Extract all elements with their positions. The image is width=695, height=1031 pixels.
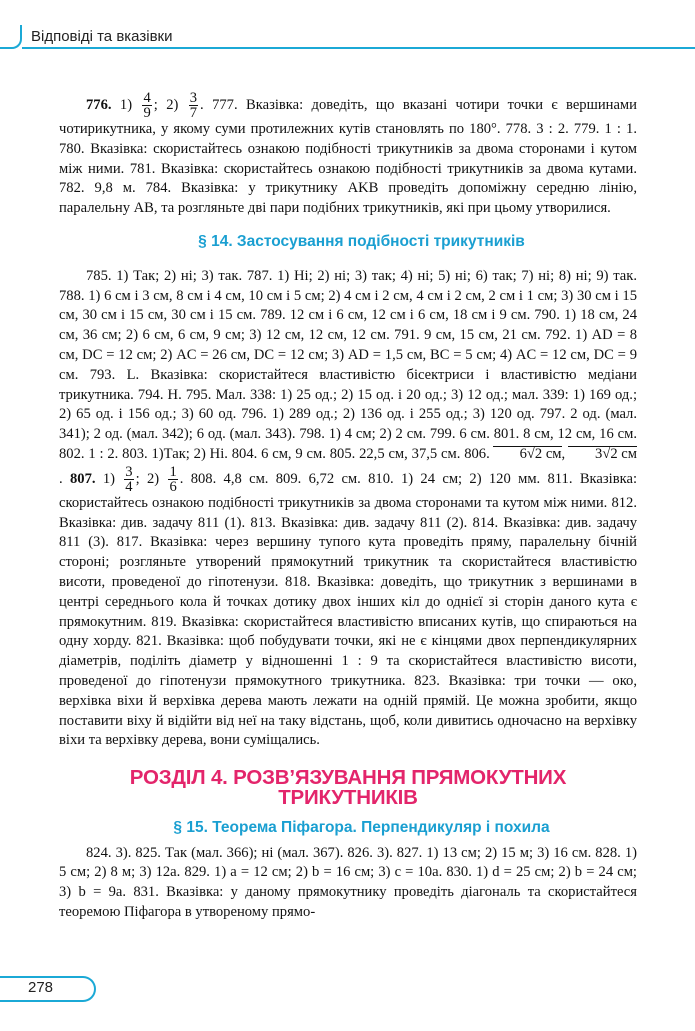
answers-block-2: 785. 1) Так; 2) ні; 3) так. 787. 1) Ні; 2) ні; 3) так; 4) ні; 5) ні; 6) так; 7) ні; 8) ні; 9) так. 788. 1) 6 см і 3 см, 8 см і 4 см, 10 см і 5 см; 2) 4 см і 2 см, 4 см і 2 см, 2 см і 1 см; 3) 30 см і 15 см, 30 см і 15 см, 30 см і 15 см. 789. 12 см і 6 см, 12 см і 6 см, 18 см і 9 см. 790. 1) 18 см, 24 см, 36 см; 2) 6 см, 6 см, 9 см; 3) 12 см, 12 см, 12 см. 791. 9 см, 15 см, 21 см. 792. 1) AD = 8 см, DC = 12 см; 2) AC = 26 см, DC = 12 см; 3) AD = 1,5 см, BC = 5 см; 4) AC = 12 см, DC = 9 см. 793. L. Вказівка: скористайтеся властивістю бісектриси і властивістю медіани трикутника. 794. H. 795. Мал. 338: 1) 25 од.; 2) 15 од. і 20 од.; 3) 12 од.; мал. 339: 1) 169 од.; 2) 65 од. і 156 од.; 3) 60 од. 796. 1) 289 од.; 2) 136 од. і 255 од.; 3) 120 од. 797. 2 од. (мал. 341); 2 од. (мал. 342); 6 од. (мал. 343). 798. 1) 4 см; 2) 2 см. 799. 6 см. 801. 8 см, 12 см, 16 см. 802. 1 : 2. 803. 1)Так; 2) Ні. 804. 6 см, 9 см. 805. 22,5 см, 37,5 см. 806. 6√2 см, 3√2 см. 807. 1) $\frac{3}{4}$ ; 2) $\frac{1}{6}$ . 808. 4,8 см. 809. 6,72 см. 810. 1) 24 см; 2) 120 мм. 811. Вказівка: скористайтесь ознакою подібності трикутників за двома сторонами та кутом між ними. 812. Вказівка: див. задачу 811 (1). 813. Вказівка: див. задачу 811 (2). 814. Вказівка: див. задачу 811 (3). 817. Вказівка: через вершину тупого кута проведіть пряму, паралельну бічній стороні; розгляньте утворений прямокутний трикутник та скористайтеся властивістю висоти, проведеної до гіпотенузи. 818. Вказівка: доведіть, що трикутник з вершинами в центрі середнього кола й точках дотику двох інших кіл до однієї зі сторін даного кута є прямокутним. 819. Вказівка: скористайтеся властивістю вписаних кутів, що спираються на одну хорду. 821. Вказівка: щоб побудувати точки, які не є кінцями двох перпендикулярних діаметрів, поділіть діаметр у відношенні 1 : 9 та скористайтеся властивістю висоти, проведеної до гіпотенузи прямокутного трикутника. 823. Вказівка: три точки — око, верхівка віхи й верхівка дерева мають лежати на одній прямій. Це можна зробити, якщо поставити віху й відійти від неї на таку відстань, щоб, коли дивитись одночасно на верхівку віхи та верхівку дерева, вони суміщались. [59,267,638,749]
page-footer [0,976,100,1002]
fraction-1-6: $\frac{1}{6}$ [169,463,177,495]
page-number: 278 [28,979,54,996]
page-header [0,25,695,55]
header-title: Відповіді та вказівки [31,28,173,45]
header-corner-decoration [0,25,22,49]
fraction-4-9: $\frac{4}{9}$ [143,90,151,121]
header-rule [22,47,695,49]
section-15-title: § 15. Теорема Піфагора. Перпендикуляр і похила [173,818,550,836]
page-body [59,91,637,923]
section-14-title: § 14. Застосування подібності трикутників [198,232,525,250]
answers-text-2: 785. 1) Так; 2) ні; 3) так. 787. 1) Ні; 2) ні; 3) так; 4) ні; 5) ні; 6) так; 7) ні; 8) ні; 9) так. 788. 1) 6 см і 3 см, 8 см і 4 см, 10 см і 5 см; 2) 4 см і 2 см, 4 см і 2 см, 2 см і 1 см; 3) 30 см і 15 см, 30 см і 15 см, 30 см і 15 см. 789. 12 см і 6 см, 12 см і 6 см, 18 см і 9 см. 790. 1) 18 см, 24 см, 36 см; 2) 6 см, 6 см, 9 см; 3) 12 см, 12 см, 12 см. 791. 9 см, 15 см, 21 см. 792. 1) AD = 8 см, DC = 12 см; 2) AC = 26 см, DC = 12 см; 3) AD = 1,5 см, BC = 5 см; 4) AC = 12 см, DC = 9 см. 793. L. Вказівка: скористайтеся властивістю бісектриси і властивістю медіани трикутника. 794. H. 795. Мал. 338: 1) 25 од.; 2) 15 од. і 20 од.; 3) 12 од.; мал. 339: 1) 169 од.; 2) 65 од. і 156 од.; 3) 60 од. 796. 1) 289 од.; 2) 136 од. і 255 од.; 3) 120 од. 797. 2 од. (мал. 341); 2 од. (мал. 342); 6 од. (мал. 343). 798. 1) 4 см; 2) 2 см. 799. 6 см. 801. 8 см, 12 см, 16 см. 802. 1 : 2. 803. 1)Так; 2) Ні. 804. 6 см, 9 см. 805. 22,5 см, 37,5 см. 806. [59,267,637,462]
fraction-3-4: $\frac{3}{4}$ [125,463,133,495]
answers-block-3: 824. 3). 825. Так (мал. 366); ні (мал. 367). 826. 3). 827. 1) 13 см; 2) 15 м; 3) 16 см. 828. 1) 5 см; 2) 8 м; 3) 12a. 829. 1) a = 12 см; 2) b = 16 см; 3) c = 10a. 830. 1) d = 25 см; 2) b = 24 см; 3) b = 9a. 831. Вказівка: у даному прямокутнику проведіть діагональ та скористайтеся теоремою Піфагора в утвореному прямо- [59,844,637,920]
chapter-4-title: РОЗДІЛ 4. РОЗВ’ЯЗУВАННЯ ПРЯМОКУТНИХ ТРИКУТНИКІВ [129,766,567,809]
fraction-3-7: $\frac{3}{7}$ [189,90,198,121]
sqrt-six-root-two: 6√2 см [493,446,562,462]
answers-text-2-tail: . 808. 4,8 см. 809. 6,72 см. 810. 1) 24 см; 2) 120 мм. 811. Вказівка: скористайтесь ознакою подібності трикутників за двома сторонами та кутом між ними. 812. Вказівка: див. задачу 811 (1). 813. Вказівка: див. задачу 811 (2). 814. Вказівка: див. задачу 811 (3). 817. Вказівка: через вершину тупого кута проведіть пряму, паралельну бічній стороні; розгляньте утворений прямокутний трикутник та скористайтеся властивістю висоти, проведеної до гіпотенузи. 818. Вказівка: доведіть, що трикутник з вершинами в центрі середнього кола й точках дотику двох інших кіл до однієї зі сторін даного кута є прямокутним. 819. Вказівка: скористайтеся властивістю вписаних кутів, що спираються на одну хорду. 821. Вказівка: щоб побудувати точки, які не є кінцями двох перпендикулярних діаметрів, поділіть діаметр у відношенні 1 : 9 та скористайтеся властивістю висоти, проведеної до гіпотенузи прямокутного трикутника. 823. Вказівка: три точки — око, верхівка віхи й верхівка дерева мають лежати на одній прямій. Це можна зробити, якщо поставити віху й відійти від неї на таку відстань, щоб, коли дивитись одночасно на верхівку віхи та верхівку дерева, вони суміщались. [59,470,638,749]
answers-text-1: 777. Вказівка: доведіть, що вказані чотири точки є вершинами чотирикутника, у якому суми протилежних кутів становлять по 180°. 778. 3 : 2. 779. 1 : 1. 780. Вказівка: скористайтесь ознакою подібності трикутників за двома сторонами і кутом між ними. 781. Вказівка: скористайтесь ознакою подібності трикутників за двома кутами. 782. 9,8 м. 784. Вказівка: у трикутнику AKB проведіть допоміжну середню лінію, паралельну AB, та розгляньте дві пари подібних трикутників, які при цьому утворилися. [59,96,637,217]
answers-lead: 776. 1) $\frac{4}{9}$ ; 2) $\frac{3}{7}$ . [86,90,204,121]
answers-block-1 [59,91,637,219]
sqrt-three-root-two: 3√2 см [568,446,637,462]
